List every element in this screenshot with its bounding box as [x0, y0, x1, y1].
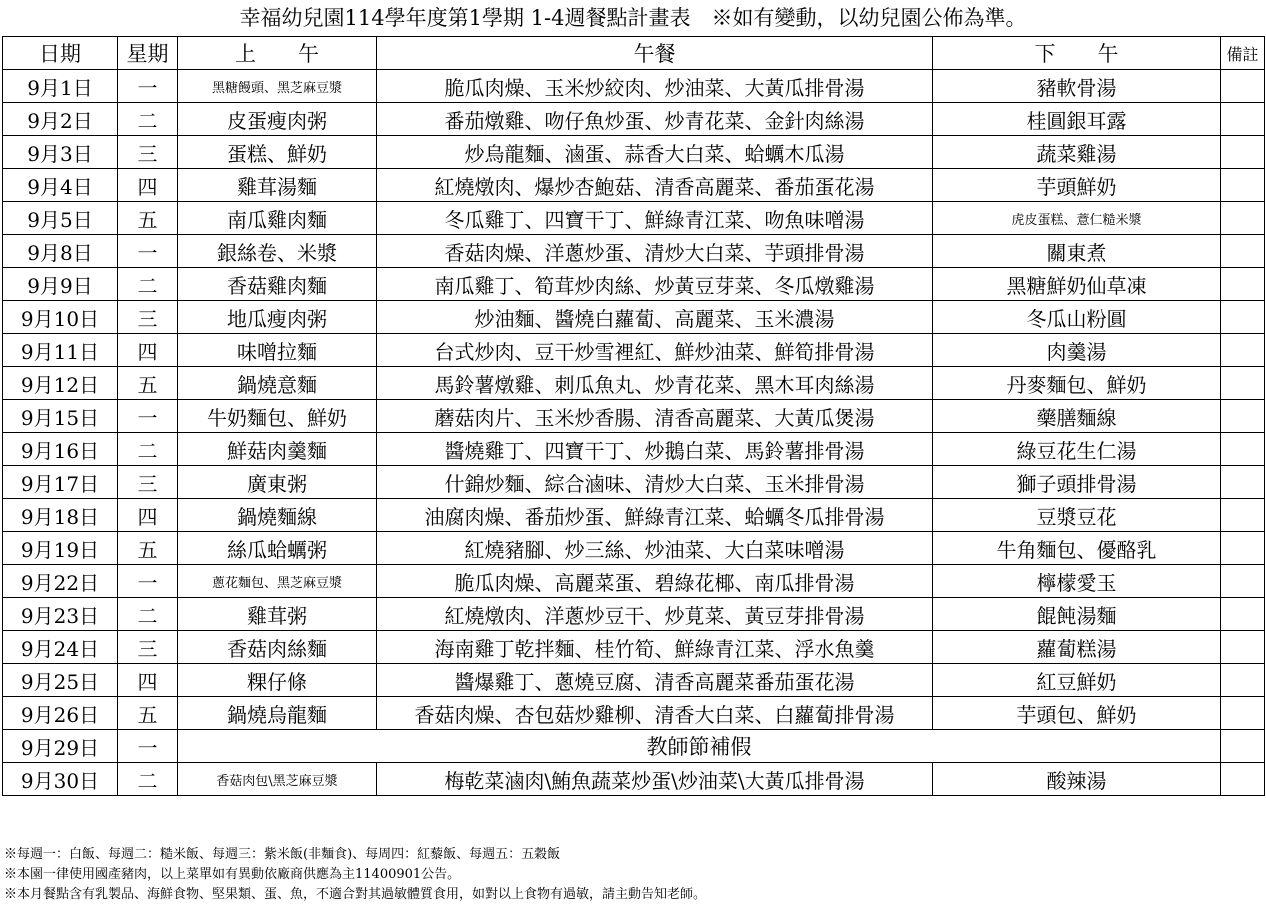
- afternoon-snack-cell: 餛飩湯麵: [933, 598, 1221, 631]
- date-cell: 9月23日: [3, 598, 118, 631]
- lunch-cell: 台式炒肉、豆干炒雪裡紅、鮮炒油菜、鮮筍排骨湯: [377, 334, 933, 367]
- holiday-cell: 教師節補假: [178, 730, 1221, 763]
- table-body: [3, 70, 1265, 796]
- date-cell: 9月15日: [3, 400, 118, 433]
- date-cell: 9月16日: [3, 433, 118, 466]
- date-cell: 9月22日: [3, 565, 118, 598]
- date-cell: 9月24日: [3, 631, 118, 664]
- note-cell: [1221, 367, 1265, 400]
- lunch-cell: 什錦炒麵、綜合滷味、清炒大白菜、玉米排骨湯: [377, 466, 933, 499]
- afternoon-snack-cell: 冬瓜山粉圓: [933, 301, 1221, 334]
- table-row: [3, 763, 1265, 796]
- note-cell: [1221, 532, 1265, 565]
- morning-snack-cell: 雞茸粥: [178, 598, 377, 631]
- header-morning: 上 午: [178, 37, 377, 70]
- weekday-cell: 二: [118, 763, 178, 796]
- weekday-cell: 一: [118, 235, 178, 268]
- date-cell: 9月2日: [3, 103, 118, 136]
- date-cell: 9月8日: [3, 235, 118, 268]
- header-note: 備註: [1221, 37, 1265, 70]
- date-cell: 9月12日: [3, 367, 118, 400]
- lunch-cell: 紅燒豬腳、炒三絲、炒油菜、大白菜味噌湯: [377, 532, 933, 565]
- morning-snack-cell: 粿仔條: [178, 664, 377, 697]
- morning-snack-cell: 銀絲卷、米漿: [178, 235, 377, 268]
- morning-snack-cell: 廣東粥: [178, 466, 377, 499]
- note-cell: [1221, 103, 1265, 136]
- note-cell: [1221, 70, 1265, 103]
- date-cell: 9月26日: [3, 697, 118, 730]
- table-row: [3, 433, 1265, 466]
- note-cell: [1221, 631, 1265, 664]
- afternoon-snack-cell: 豬軟骨湯: [933, 70, 1221, 103]
- date-cell: 9月29日: [3, 730, 118, 763]
- table-row: [3, 730, 1265, 763]
- afternoon-snack-cell: 桂圓銀耳露: [933, 103, 1221, 136]
- lunch-cell: 香菇肉燥、杏包菇炒雞柳、清香大白菜、白蘿蔔排骨湯: [377, 697, 933, 730]
- note-cell: [1221, 664, 1265, 697]
- header-afternoon: 下 午: [933, 37, 1221, 70]
- lunch-cell: 炒油麵、醬燒白蘿蔔、高麗菜、玉米濃湯: [377, 301, 933, 334]
- weekday-cell: 一: [118, 565, 178, 598]
- note-cell: [1221, 433, 1265, 466]
- weekday-cell: 三: [118, 631, 178, 664]
- morning-snack-cell: 香菇肉絲麵: [178, 631, 377, 664]
- date-cell: 9月5日: [3, 202, 118, 235]
- date-cell: 9月9日: [3, 268, 118, 301]
- afternoon-snack-cell: 藥膳麵線: [933, 400, 1221, 433]
- weekday-cell: 五: [118, 697, 178, 730]
- footnote-rice: ※每週一：白飯、每週二：糙米飯、每週三：紫米飯(非麵食)、每周四：紅藜飯、每週五：五穀飯: [4, 847, 561, 862]
- footnotes: [4, 845, 706, 905]
- lunch-cell: 醬燒雞丁、四寶干丁、炒鵝白菜、馬鈴薯排骨湯: [377, 433, 933, 466]
- lunch-cell: 南瓜雞丁、筍茸炒肉絲、炒黃豆芽菜、冬瓜燉雞湯: [377, 268, 933, 301]
- weekday-cell: 二: [118, 433, 178, 466]
- afternoon-snack-cell: 獅子頭排骨湯: [933, 466, 1221, 499]
- note-cell: [1221, 499, 1265, 532]
- table-row: [3, 334, 1265, 367]
- morning-snack-cell: 味噌拉麵: [178, 334, 377, 367]
- date-cell: 9月17日: [3, 466, 118, 499]
- page-title: 幸福幼兒園114學年度第1學期 1-4週餐點計畫表 ※如有變動，以幼兒園公佈為準。: [239, 6, 1027, 30]
- lunch-cell: 冬瓜雞丁、四寶干丁、鮮綠青江菜、吻魚味噌湯: [377, 202, 933, 235]
- weekday-cell: 二: [118, 103, 178, 136]
- morning-snack-cell: 絲瓜蛤蠣粥: [178, 532, 377, 565]
- afternoon-snack-cell: 蔬菜雞湯: [933, 136, 1221, 169]
- table-row: [3, 565, 1265, 598]
- lunch-cell: 香菇肉燥、洋蔥炒蛋、清炒大白菜、芋頭排骨湯: [377, 235, 933, 268]
- footnote-allergy: ※本月餐點含有乳製品、海鮮食物、堅果類、蛋、魚，不適合對其過敏體質食用，如對以上食物有過敏，請主動告知老師。: [4, 887, 707, 902]
- table-row: [3, 400, 1265, 433]
- weekday-cell: 二: [118, 598, 178, 631]
- morning-snack-cell: 黑糖饅頭、黑芝麻豆漿: [178, 70, 377, 103]
- table-row: [3, 532, 1265, 565]
- afternoon-snack-cell: 芋頭鮮奶: [933, 169, 1221, 202]
- header-lunch: 午餐: [377, 37, 933, 70]
- table-row: [3, 136, 1265, 169]
- lunch-cell: 馬鈴薯燉雞、刺瓜魚丸、炒青花菜、黑木耳肉絲湯: [377, 367, 933, 400]
- weekday-cell: 五: [118, 202, 178, 235]
- morning-snack-cell: 雞茸湯麵: [178, 169, 377, 202]
- table-row: [3, 697, 1265, 730]
- afternoon-snack-cell: 丹麥麵包、鮮奶: [933, 367, 1221, 400]
- lunch-cell: 梅乾菜滷肉\鮪魚蔬菜炒蛋\炒油菜\大黃瓜排骨湯: [377, 763, 933, 796]
- table-row: [3, 235, 1265, 268]
- weekday-cell: 五: [118, 367, 178, 400]
- weekday-cell: 四: [118, 499, 178, 532]
- morning-snack-cell: 鍋燒麵線: [178, 499, 377, 532]
- note-cell: [1221, 202, 1265, 235]
- date-cell: 9月25日: [3, 664, 118, 697]
- note-cell: [1221, 301, 1265, 334]
- table-row: [3, 499, 1265, 532]
- date-cell: 9月19日: [3, 532, 118, 565]
- lunch-cell: 番茄燉雞、吻仔魚炒蛋、炒青花菜、金針肉絲湯: [377, 103, 933, 136]
- weekday-cell: 三: [118, 466, 178, 499]
- note-cell: [1221, 598, 1265, 631]
- weekday-cell: 一: [118, 730, 178, 763]
- table-row: [3, 169, 1265, 202]
- weekday-cell: 四: [118, 334, 178, 367]
- date-cell: 9月1日: [3, 70, 118, 103]
- afternoon-snack-cell: 蘿蔔糕湯: [933, 631, 1221, 664]
- morning-snack-cell: 南瓜雞肉麵: [178, 202, 377, 235]
- afternoon-snack-cell: 紅豆鮮奶: [933, 664, 1221, 697]
- note-cell: [1221, 730, 1265, 763]
- morning-snack-cell: 蛋糕、鮮奶: [178, 136, 377, 169]
- note-cell: [1221, 466, 1265, 499]
- weekday-cell: 一: [118, 70, 178, 103]
- afternoon-snack-cell: 芋頭包、鮮奶: [933, 697, 1221, 730]
- morning-snack-cell: 地瓜瘦肉粥: [178, 301, 377, 334]
- weekday-cell: 一: [118, 400, 178, 433]
- lunch-cell: 脆瓜肉燥、玉米炒絞肉、炒油菜、大黃瓜排骨湯: [377, 70, 933, 103]
- weekday-cell: 五: [118, 532, 178, 565]
- morning-snack-cell: 香菇肉包\黑芝麻豆漿: [178, 763, 377, 796]
- morning-snack-cell: 鍋燒烏龍麵: [178, 697, 377, 730]
- afternoon-snack-cell: 黑糖鮮奶仙草凍: [933, 268, 1221, 301]
- table-row: [3, 631, 1265, 664]
- afternoon-snack-cell: 關東煮: [933, 235, 1221, 268]
- weekday-cell: 四: [118, 664, 178, 697]
- weekday-cell: 三: [118, 136, 178, 169]
- note-cell: [1221, 268, 1265, 301]
- note-cell: [1221, 235, 1265, 268]
- morning-snack-cell: 鍋燒意麵: [178, 367, 377, 400]
- note-cell: [1221, 697, 1265, 730]
- date-cell: 9月30日: [3, 763, 118, 796]
- weekday-cell: 三: [118, 301, 178, 334]
- header-weekday: 星期: [118, 37, 178, 70]
- afternoon-snack-cell: 虎皮蛋糕、薏仁糙米漿: [933, 202, 1221, 235]
- morning-snack-cell: 牛奶麵包、鮮奶: [178, 400, 377, 433]
- date-cell: 9月11日: [3, 334, 118, 367]
- weekday-cell: 四: [118, 169, 178, 202]
- header-date: 日期: [3, 37, 118, 70]
- meal-plan-table: [2, 36, 1265, 796]
- afternoon-snack-cell: 肉羹湯: [933, 334, 1221, 367]
- note-cell: [1221, 136, 1265, 169]
- lunch-cell: 海南雞丁乾拌麵、桂竹筍、鮮綠青江菜、浮水魚羹: [377, 631, 933, 664]
- afternoon-snack-cell: 牛角麵包、優酪乳: [933, 532, 1221, 565]
- table-row: [3, 664, 1265, 697]
- note-cell: [1221, 334, 1265, 367]
- lunch-cell: 蘑菇肉片、玉米炒香腸、清香高麗菜、大黃瓜煲湯: [377, 400, 933, 433]
- table-row: [3, 70, 1265, 103]
- table-row: [3, 598, 1265, 631]
- note-cell: [1221, 169, 1265, 202]
- table-row: [3, 466, 1265, 499]
- lunch-cell: 醬爆雞丁、蔥燒豆腐、清香高麗菜番茄蛋花湯: [377, 664, 933, 697]
- afternoon-snack-cell: 檸檬愛玉: [933, 565, 1221, 598]
- note-cell: [1221, 400, 1265, 433]
- date-cell: 9月10日: [3, 301, 118, 334]
- lunch-cell: 油腐肉燥、番茄炒蛋、鮮綠青江菜、蛤蠣冬瓜排骨湯: [377, 499, 933, 532]
- weekday-cell: 二: [118, 268, 178, 301]
- morning-snack-cell: 皮蛋瘦肉粥: [178, 103, 377, 136]
- table-row: [3, 103, 1265, 136]
- morning-snack-cell: 蔥花麵包、黑芝麻豆漿: [178, 565, 377, 598]
- date-cell: 9月4日: [3, 169, 118, 202]
- table-row: [3, 202, 1265, 235]
- date-cell: 9月3日: [3, 136, 118, 169]
- note-cell: [1221, 763, 1265, 796]
- table-header-row: [3, 37, 1265, 70]
- lunch-cell: 炒烏龍麵、滷蛋、蒜香大白菜、蛤蠣木瓜湯: [377, 136, 933, 169]
- note-cell: [1221, 565, 1265, 598]
- morning-snack-cell: 香菇雞肉麵: [178, 268, 377, 301]
- table-row: [3, 268, 1265, 301]
- table-row: [3, 301, 1265, 334]
- table-row: [3, 367, 1265, 400]
- afternoon-snack-cell: 綠豆花生仁湯: [933, 433, 1221, 466]
- morning-snack-cell: 鮮菇肉羹麵: [178, 433, 377, 466]
- afternoon-snack-cell: 豆漿豆花: [933, 499, 1221, 532]
- footnote-pork: ※本園一律使用國產豬肉，以上菜單如有異動依廠商供應為主11400901公告。: [4, 867, 461, 882]
- afternoon-snack-cell: 酸辣湯: [933, 763, 1221, 796]
- date-cell: 9月18日: [3, 499, 118, 532]
- lunch-cell: 紅燒燉肉、爆炒杏鮑菇、清香高麗菜、番茄蛋花湯: [377, 169, 933, 202]
- lunch-cell: 脆瓜肉燥、高麗菜蛋、碧綠花椰、南瓜排骨湯: [377, 565, 933, 598]
- lunch-cell: 紅燒燉肉、洋蔥炒豆干、炒莧菜、黃豆芽排骨湯: [377, 598, 933, 631]
